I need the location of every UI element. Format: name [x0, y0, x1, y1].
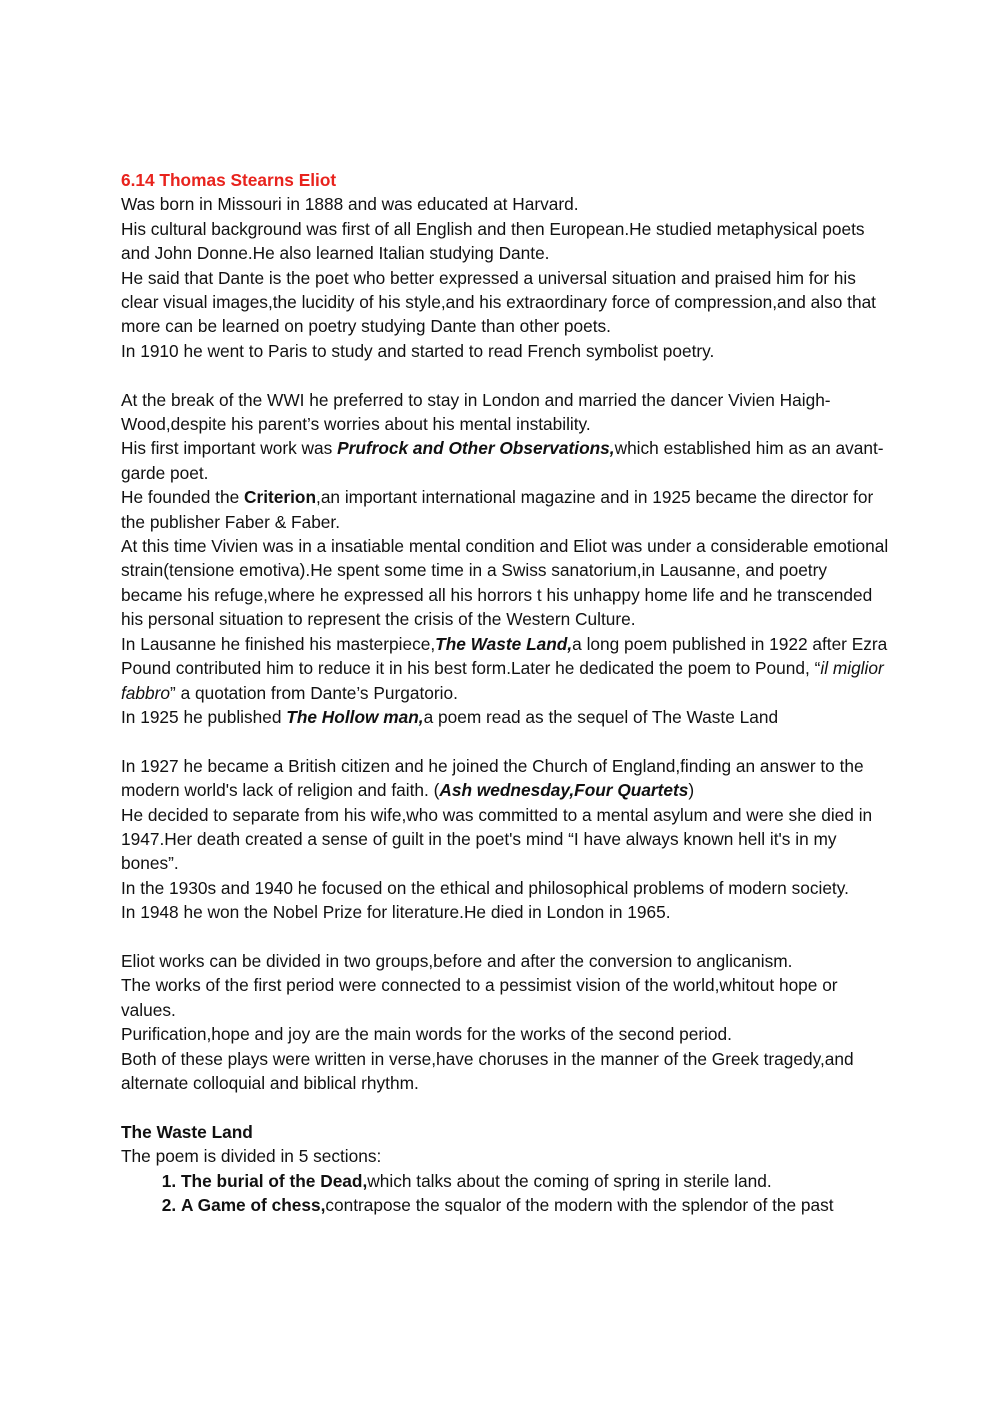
- paragraph-gap: [121, 1095, 891, 1119]
- paragraph-criterion: He founded the Criterion,an important international magazine and in 1925 became the director for the publisher Faber & Faber.: [121, 487, 874, 532]
- paragraph-marriage: At the break of the WWI he preferred to stay in London and married the dancer Vivien Haigh-Wood,despite his parent’s worries about his mental instability.: [121, 389, 831, 435]
- paragraph-1930s: In the 1930s and 1940 he focused on the ethical and philosophical problems of modern society.: [121, 877, 849, 898]
- work-title-ash-wednesday: Ash wednesday,Four Quartets: [439, 780, 689, 801]
- subsection-title: The Waste Land: [121, 1121, 253, 1142]
- paragraph-gap: [121, 925, 891, 949]
- paragraph-british-citizen: In 1927 he became a British citizen and he joined the Church of England,finding an answer to the modern world's lack of religion and faith. (Ash wednesday,Four Quartets): [121, 755, 864, 801]
- work-title-prufrock: Prufrock and Other Observations,: [337, 438, 615, 459]
- paragraph-waste-land: In Lausanne he finished his masterpiece,The Waste Land,a long poem published in 1922 after Ezra Pound contributed him to reduce it in his best form.Later he dedicated the poem to Pound, “il miglior fabbro” a quotation from Dante’s Purgatorio.: [121, 633, 888, 703]
- paragraph-plays: Both of these plays were written in verse,have choruses in the manner of the Greek tragedy,and alternate colloquial and biblical rhythm.: [121, 1048, 854, 1093]
- work-title-hollow-man: The Hollow man,: [286, 706, 424, 727]
- paragraph-birth: Was born in Missouri in 1888 and was educated at Harvard.: [121, 194, 579, 215]
- paragraph-gap: [121, 729, 891, 753]
- paragraph-first-work: His first important work was Prufrock and Other Observations,which established him as an avant-garde poet.: [121, 438, 884, 483]
- work-title-waste-land: The Waste Land,: [435, 633, 573, 654]
- list-item: 1. The burial of the Dead,which talks about the coming of spring in sterile land.: [181, 1169, 891, 1193]
- paragraph-dante: He said that Dante is the poet who better expressed a universal situation and praised him for his clear visual images,the lucidity of his style,and his extraordinary force of compression,and also that more can be learned on poetry studying Dante than other poets.: [121, 267, 876, 337]
- paragraph-first-period: The works of the first period were connected to a pessimist vision of the world,whitout hope or values.: [121, 975, 838, 1020]
- sections-list: [121, 1169, 891, 1218]
- list-item: 2. A Game of chess,contrapose the squalor of the modern with the splendor of the past: [181, 1193, 891, 1217]
- magazine-title-criterion: Criterion: [244, 487, 317, 508]
- subsection-intro: The poem is divided in 5 sections:: [121, 1146, 382, 1167]
- paragraph-separation: He decided to separate from his wife,who was committed to a mental asylum and were she died in 1947.Her death created a sense of guilt in the poet's mind “I have always known hell it's in my bones”.: [121, 804, 873, 874]
- paragraph-paris: In 1910 he went to Paris to study and started to read French symbolist poetry.: [121, 340, 715, 361]
- quotation-fabbro: il miglior fabbro: [121, 658, 884, 703]
- paragraph-second-period: Purification,hope and joy are the main words for the works of the second period.: [121, 1024, 732, 1045]
- paragraph-background: His cultural background was first of all English and then European.He studied metaphysical poets and John Donne.He also learned Italian studying Dante.: [121, 218, 865, 264]
- paragraph-nobel: In 1948 he won the Nobel Prize for literature.He died in London in 1965.: [121, 902, 671, 923]
- document-page: [121, 168, 891, 1217]
- paragraph-gap: [121, 363, 891, 387]
- section-heading: 6.14 Thomas Stearns Eliot: [121, 170, 337, 190]
- paragraph-hollow-man: In 1925 he published The Hollow man,a poem read as the sequel of The Waste Land: [121, 706, 779, 727]
- paragraph-lausanne-strain: At this time Vivien was in a insatiable mental condition and Eliot was under a considerable emotional strain(tensione emotiva).He spent some time in a Swiss sanatorium,in Lausanne, and poetry became his refuge,where he expressed all his horrors t his unhappy home life and he transcended his personal situation to represent the crisis of the Western Culture.: [121, 536, 889, 630]
- paragraph-two-groups: Eliot works can be divided in two groups,before and after the conversion to anglicanism.: [121, 950, 793, 971]
